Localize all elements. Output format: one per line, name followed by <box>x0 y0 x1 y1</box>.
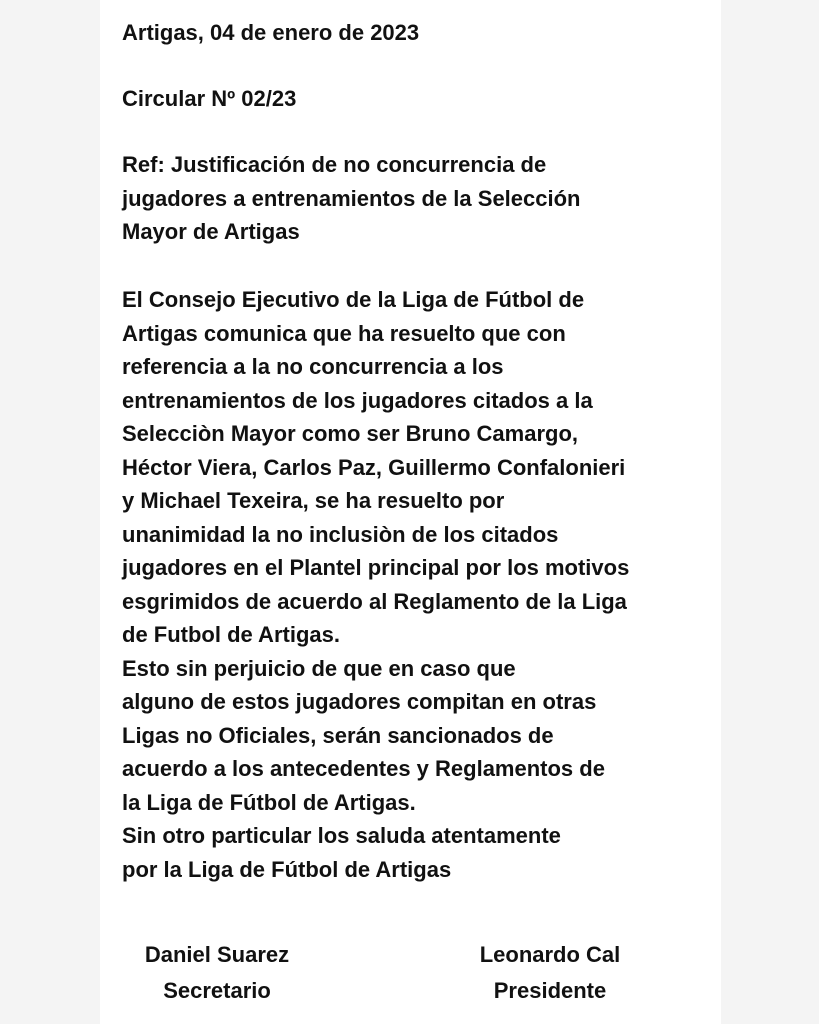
circular-number: Circular Nº 02/23 <box>122 86 297 111</box>
signature-president <box>455 937 645 1009</box>
body-text: El Consejo Ejecutivo de la Liga de Fútbol de Artigas comunica que ha resuelto que con referencia a la no concurrencia a los entrenamientos de los jugadores citados a la Selecciòn Mayor como ser Bruno Camargo, Héctor Viera, Carlos Paz, Guillermo Confalonieri y Michael Texeira, se ha resuelto por unanimidad la no inclusiòn de los citados jugadores en el Plantel principal por los motivos esgrimidos de acuerdo al Reglamento de la Liga de Futbol de Artigas. Esto sin perjuicio de que en caso que alguno de estos jugadores compitan en otras Ligas no Oficiales, serán sancionados de acuerdo a los antecedentes y Reglamentos de la Liga de Fútbol de Artigas. Sin otro particular los saluda atentamente por la Liga de Fútbol de Artigas <box>122 287 630 882</box>
signature-name: Daniel Suarez <box>144 942 290 967</box>
date-line: Artigas, 04 de enero de 2023 <box>122 20 420 45</box>
signature-secretary <box>122 937 312 1009</box>
signature-name: Leonardo Cal <box>479 942 621 967</box>
reference-line: Ref: Justificación de no concurrencia de jugadores a entrenamientos de la Selección Mayor de Artigas <box>122 152 581 244</box>
signature-role: Presidente <box>493 978 607 1003</box>
signature-role: Secretario <box>163 978 271 1003</box>
